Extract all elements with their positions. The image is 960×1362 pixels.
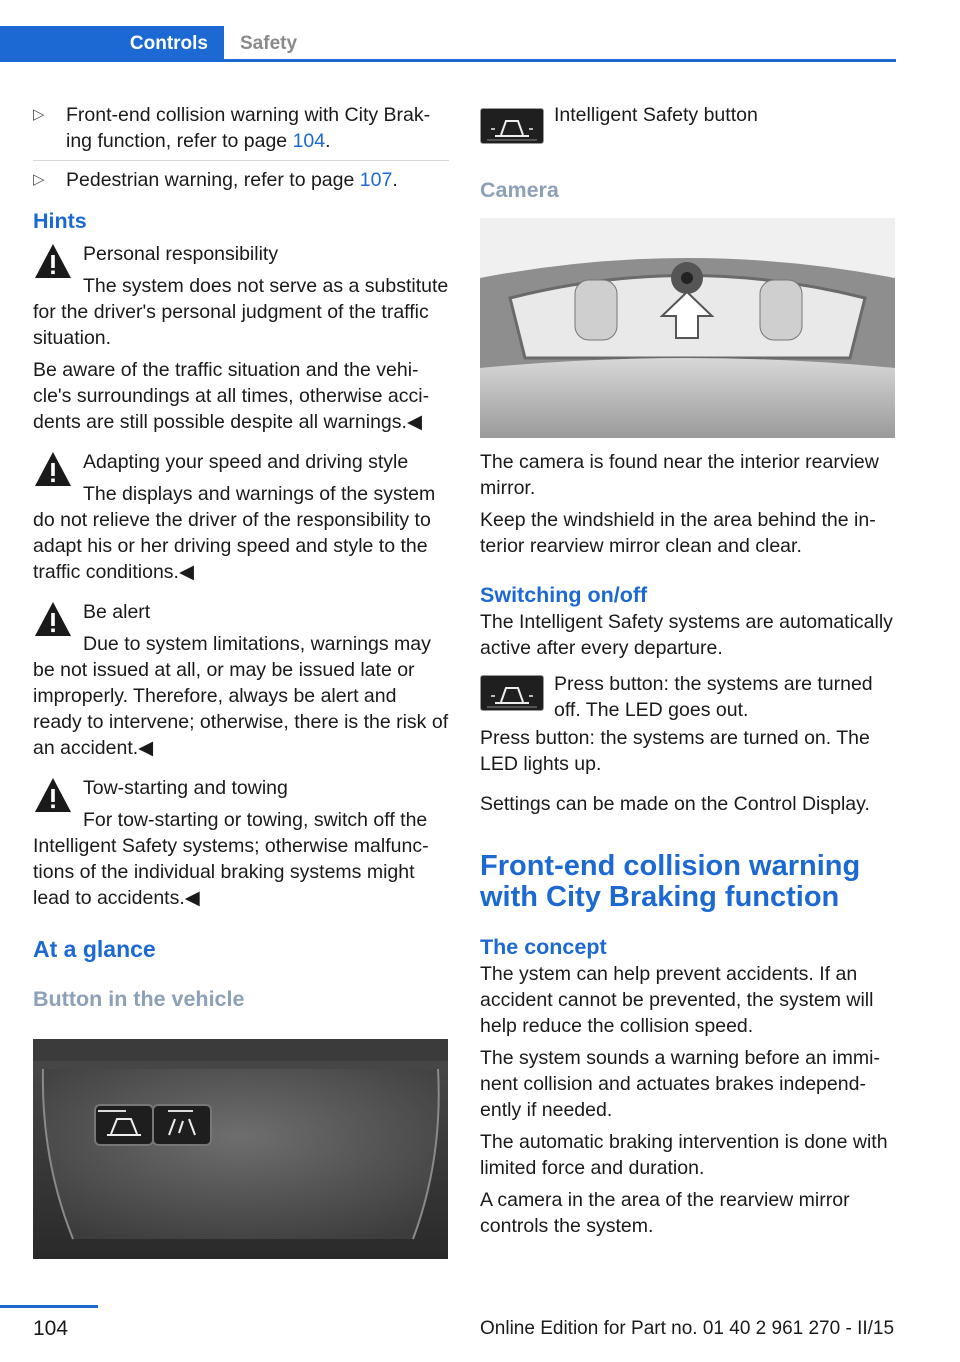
tab-safety[interactable]: Safety (240, 33, 298, 54)
hints-heading: Hints (33, 209, 87, 233)
page-number: 104 (33, 1317, 69, 1340)
camera-heading: Camera (480, 178, 559, 202)
bullet-suffix: . (325, 130, 331, 152)
camera-text-2: Keep the windshield in the area behind the interior rearview mirror clean and clear. (480, 509, 876, 557)
right-column (480, 102, 896, 204)
warning-block (33, 775, 449, 911)
switching-heading: Switching on/off (480, 583, 648, 607)
header-rule (0, 59, 896, 62)
switch-button-row (480, 671, 896, 725)
concept-heading: The concept (480, 935, 607, 959)
switching-text-2: Press button: the systems are turned on. The LED lights up. (480, 727, 870, 775)
button-legend (480, 102, 896, 156)
intelligent-safety-button-icon (480, 108, 544, 144)
chapter-tabs (0, 0, 896, 62)
section-title: Front-end collision warning with City Braking function (480, 850, 861, 913)
divider (33, 160, 449, 161)
warning-extra: Be aware of the traffic situation and the vehicle's surroundings at all times, otherwise accidents are still possible despite all warnings.◀ (33, 359, 430, 433)
warning-body: The system does not serve as a substitute for the driver's personal judgment of the traffic situation. (33, 275, 449, 349)
tab-controls[interactable]: Controls (0, 26, 224, 62)
camera-photo (480, 218, 895, 438)
warning-triangle-icon (33, 775, 73, 815)
page-link[interactable]: 107 (359, 169, 393, 191)
footer-rule (0, 1305, 98, 1308)
switching-text-3: Settings can be made on the Control Display. (480, 793, 870, 815)
camera-text-1: The camera is found near the interior rearview mirror. (480, 451, 879, 499)
switching-text-1: The Intelligent Safety systems are automatically active after every departure. (480, 611, 893, 659)
warning-title: Personal responsibility (83, 243, 279, 265)
concept-text-3: The automatic braking intervention is done with limited force and duration. (480, 1131, 888, 1179)
bullet-text: Pedestrian warning, refer to page (66, 169, 360, 191)
warning-block (33, 449, 449, 585)
warning-triangle-icon (33, 241, 73, 281)
windshield-camera-image (480, 218, 895, 438)
intelligent-safety-button-icon (480, 675, 544, 711)
switch-button-text: Press button: the systems are turned off. The LED goes out. (554, 673, 873, 721)
at-a-glance-heading: At a glance (33, 936, 156, 962)
list-item (33, 102, 449, 154)
right-column-lower (480, 449, 896, 1245)
bullet-text: Front-end collision warning with City Braking function, refer to page (66, 104, 431, 152)
warning-body: Due to system limitations, warnings may be not issued at all, or may be issued late or improperly. Therefore, always be alert and ready to intervene; otherwise, there is the risk of an accident.◀ (33, 633, 449, 759)
list-item (33, 167, 449, 193)
warning-title: Tow-starting and towing (83, 777, 288, 799)
warning-block (33, 599, 449, 761)
warning-triangle-icon (33, 599, 73, 639)
button-label: Intelligent Safety button (554, 104, 758, 126)
triangle-bullet-icon: ▷ (33, 171, 45, 188)
edition-text: Online Edition for Part no. 01 40 2 961 270 - II/15 (480, 1318, 895, 1339)
bullet-suffix: . (392, 169, 398, 191)
warning-title: Adapting your speed and driving style (83, 451, 409, 473)
warning-body: For tow-starting or towing, switch off the Intelligent Safety systems; otherwise malfunctions of the individual braking systems might lead to accidents.◀ (33, 809, 429, 909)
triangle-bullet-icon: ▷ (33, 106, 45, 123)
warning-block (33, 241, 449, 435)
vehicle-button-panel-image (33, 1039, 448, 1259)
concept-text-2: The system sounds a warning before an imminent collision and actuates brakes independently if needed. (480, 1047, 880, 1121)
warning-triangle-icon (33, 449, 73, 489)
warning-body: The displays and warnings of the system do not relieve the driver of the responsibility to adapt his or her driving speed and style to the traffic conditions.◀ (33, 483, 436, 583)
concept-text-4: A camera in the area of the rearview mirror controls the system. (480, 1189, 850, 1237)
button-photo (33, 1039, 448, 1259)
concept-text-1: The ystem can help prevent accidents. If an accident cannot be prevented, the system will help reduce the collision speed. (480, 963, 874, 1037)
page-link[interactable]: 104 (292, 130, 326, 152)
button-in-vehicle-heading: Button in the vehicle (33, 987, 245, 1011)
left-column (33, 102, 449, 1013)
warning-title: Be alert (83, 601, 151, 623)
